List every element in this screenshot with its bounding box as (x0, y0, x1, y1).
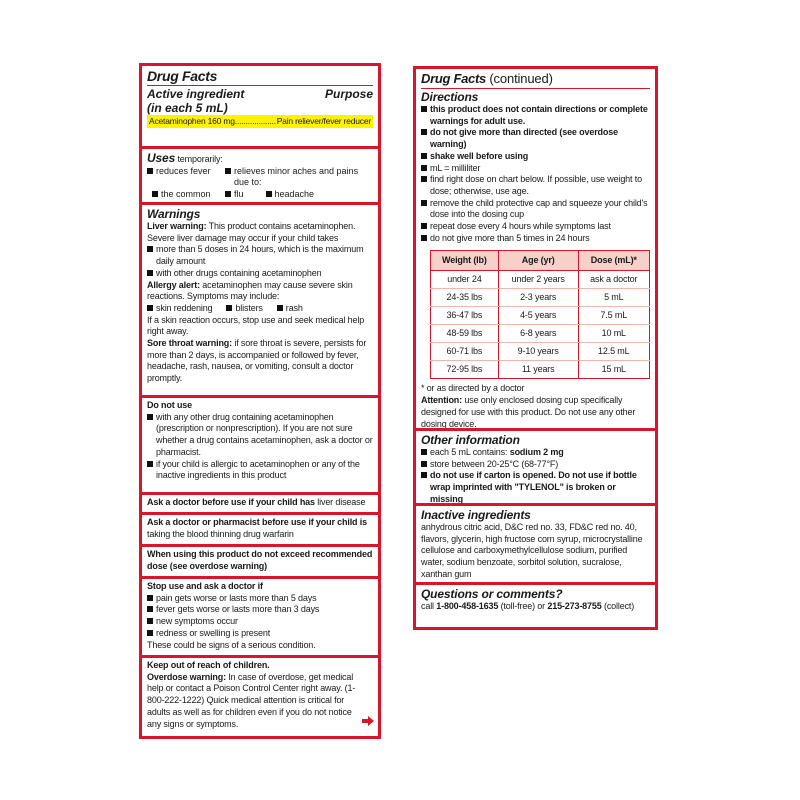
storage-text: store between 20-25°C (68-77°F) (430, 458, 559, 469)
liver-warning-text: This product contains acetaminophen. Severe liver damage may occur if your child takes (147, 221, 356, 243)
attention-text: use only enclosed dosing cup specifically designed for use with this product. Do not use any other dosing device. (421, 395, 636, 429)
bullet-icon (266, 191, 272, 197)
bullet-icon (147, 595, 153, 601)
bullet-icon (225, 168, 231, 174)
allergy-symptom: rash (285, 302, 303, 313)
table-cell: 7.5 mL (578, 307, 649, 325)
bullet-icon (152, 191, 158, 197)
stop-use-item: fever gets worse or lasts more than 3 days (156, 604, 320, 615)
panel-title: Drug Facts (421, 71, 486, 86)
allergy-symptom: blisters (235, 302, 263, 313)
direction-item: this product does not contain directions or complete warnings for adult use. (430, 104, 648, 126)
bullet-icon (147, 414, 153, 420)
liver-warning-heading: Liver warning: (147, 221, 207, 231)
direction-item: repeat dose every 4 hours while symptoms last (430, 221, 611, 232)
bullet-icon (147, 270, 153, 276)
ingredient-name: Acetaminophen 160 mg (149, 116, 235, 126)
table-row (431, 325, 650, 343)
do-not-use-item: if your child is allergic to acetaminophen or any of the inactive ingredients in this product (156, 458, 360, 481)
do-not-use-section (142, 398, 378, 495)
sodium-value: sodium 2 mg (509, 447, 564, 457)
stop-use-item: redness or swelling is present (156, 627, 271, 638)
dosing-table-header (431, 251, 650, 271)
ingredient-dots: ................... (234, 116, 276, 126)
bullet-icon (421, 235, 427, 241)
other-information-title: Other information (421, 433, 520, 447)
uses-section (142, 149, 378, 205)
other-information-section (416, 431, 655, 506)
stop-use-title: Stop use and ask a doctor if (147, 581, 263, 591)
table-cell: ask a doctor (578, 271, 649, 289)
column-header-dose: Dose (mL)* (578, 251, 649, 271)
bullet-icon (421, 165, 427, 171)
table-row (431, 271, 650, 289)
overdose-text: In case of overdose, get medical help or contact a Poison Control Center right away. (1-800-222-1222) Quick medical attention is critical for adults as well as for children even if you do not notice any signs or symptoms. (147, 671, 356, 729)
table-cell: under 24 (431, 271, 499, 289)
table-cell: 6-8 years (498, 325, 578, 343)
inactive-ingredients-text: anhydrous citric acid, D&C red no. 33, FD&C red no. 40, flavors, glycerin, high fructose corn syrup, microcrystalline cellulose and carboxymethylcellulose sodium, purified water, sodium benzoate, sorbitol solution, sucralose, xanthan gum (421, 522, 643, 579)
ask-pharmacist-heading: Ask a doctor or pharmacist before use if your child is (147, 517, 367, 527)
table-cell: 24-35 lbs (431, 289, 499, 307)
table-cell: 36-47 lbs (431, 307, 499, 325)
liver-bullet: more than 5 doses in 24 hours, which is the maximum daily amount (156, 244, 364, 267)
table-cell: 10 mL (578, 325, 649, 343)
bullet-icon (147, 618, 153, 624)
bullet-icon (421, 176, 427, 182)
active-ingredient-section (142, 66, 378, 149)
column-header-age: Age (yr) (498, 251, 578, 271)
bullet-icon (147, 606, 153, 612)
table-row (431, 361, 650, 379)
when-using-text: When using this product do not exceed recommended dose (see overdose warning) (147, 549, 373, 571)
when-using-section (142, 547, 378, 579)
use-item: the common (161, 189, 211, 200)
table-cell: 11 years (498, 361, 578, 379)
bullet-icon (421, 200, 427, 206)
bullet-icon (421, 449, 427, 455)
bullet-icon (421, 129, 427, 135)
direction-item: shake well before using (430, 150, 529, 161)
direction-item: find right dose on chart below. If possible, use weight to dose; otherwise, use age. (430, 174, 642, 196)
bullet-icon (147, 630, 153, 636)
sore-throat-text: if sore throat is severe, persists for more than 2 days, is accompanied or followed by fever, headache, rash, nausea, or vomiting, consult a doctor promptly. (147, 338, 367, 384)
bullet-icon (147, 168, 153, 174)
keep-out-title: Keep out of reach of children. (147, 660, 270, 670)
stop-use-item: pain gets worse or lasts more than 5 days (156, 592, 317, 603)
ask-pharmacist-section (142, 515, 378, 547)
ingredient-purpose: Pain reliever/fever reducer (276, 116, 371, 126)
uses-title: Uses (147, 151, 176, 165)
bullet-icon (147, 305, 153, 311)
drug-facts-panel-left (139, 63, 381, 739)
bullet-icon (147, 246, 153, 252)
bullet-icon (421, 472, 427, 478)
ask-doctor-text: liver disease (317, 497, 366, 507)
continue-arrow-icon (362, 716, 374, 730)
bullet-icon (421, 461, 427, 467)
phone-collect-note: (collect) (603, 601, 635, 611)
liver-bullet: with other drugs containing acetaminophen (156, 267, 322, 278)
active-ingredient-sub: (in each 5 mL) (147, 101, 228, 115)
allergy-alert-heading: Allergy alert: (147, 279, 200, 290)
direction-item: do not give more than directed (see overdose warning) (430, 127, 618, 150)
drug-facts-panel-right (413, 66, 658, 630)
ingredient-row (147, 115, 373, 128)
direction-item: remove the child protective cap and squeeze your child's dose into the dosing cup (430, 197, 648, 220)
table-cell: 9-10 years (498, 343, 578, 361)
table-cell: 2-3 years (498, 289, 578, 307)
tamper-warning: do not use if carton is opened. Do not use if bottle wrap imprinted with "TYLENOL" is broken or missing (430, 470, 637, 504)
inactive-ingredients-section (416, 506, 655, 585)
bullet-icon (225, 191, 231, 197)
column-header-weight: Weight (lb) (431, 251, 499, 271)
purpose-label: Purpose (324, 87, 373, 101)
phone-collect[interactable]: 215-273-8755 (547, 601, 602, 611)
questions-call: call (421, 601, 434, 611)
dosing-table (430, 250, 650, 379)
use-item: relieves minor aches and pains due to: (234, 165, 359, 188)
sodium-label: each 5 mL contains: (430, 447, 508, 457)
directions-title: Directions (421, 90, 479, 104)
overdose-heading: Overdose warning: (147, 671, 226, 682)
uses-temporarily: temporarily: (177, 154, 223, 164)
allergy-symptom: skin reddening (156, 302, 213, 313)
bullet-icon (277, 305, 283, 311)
table-row (431, 343, 650, 361)
phone-toll-free[interactable]: 1-800-458-1635 (436, 601, 499, 611)
table-cell: 12.5 mL (578, 343, 649, 361)
ask-pharmacist-text: taking the blood thinning drug warfarin (147, 528, 294, 539)
table-cell: 60-71 lbs (431, 343, 499, 361)
bullet-icon (421, 223, 427, 229)
table-cell: 48-59 lbs (431, 325, 499, 343)
directions-section (416, 69, 655, 431)
direction-item: mL = milliliter (430, 162, 481, 173)
uses-grid (147, 166, 373, 205)
panel-title: Drug Facts (147, 68, 218, 84)
bullet-icon (226, 305, 232, 311)
do-not-use-title: Do not use (147, 400, 192, 410)
table-cell: 15 mL (578, 361, 649, 379)
stop-use-after-text: These could be signs of a serious condition. (147, 639, 316, 650)
phone-toll-free-note: (toll-free) or (500, 601, 545, 611)
allergy-alert-text: acetaminophen may cause severe skin reactions. Symptoms may include: (147, 279, 353, 302)
use-item: headache (274, 189, 315, 200)
table-row (431, 307, 650, 325)
table-cell: under 2 years (498, 271, 578, 289)
bullet-icon (147, 461, 153, 467)
table-cell: 5 mL (578, 289, 649, 307)
attention-heading: Attention: (421, 395, 462, 406)
bullet-icon (421, 106, 427, 112)
keep-out-section (142, 658, 378, 733)
warnings-title: Warnings (147, 207, 201, 221)
bullet-icon (421, 153, 427, 159)
table-row (431, 289, 650, 307)
warnings-section (142, 205, 378, 398)
table-cell: 4-5 years (498, 307, 578, 325)
stop-use-section (142, 579, 378, 658)
panel-title-continued: (continued) (489, 71, 553, 86)
ask-doctor-heading: Ask a doctor before use if your child has (147, 497, 315, 507)
table-cell: 72-95 lbs (431, 361, 499, 379)
sore-throat-heading: Sore throat warning: (147, 338, 233, 349)
table-footnote: * or as directed by a doctor (421, 383, 525, 394)
allergy-after-text: If a skin reaction occurs, stop use and seek medical help right away. (147, 314, 365, 337)
direction-item: do not give more than 5 times in 24 hours (430, 232, 590, 243)
ask-doctor-section (142, 495, 378, 515)
use-item: reduces fever (156, 165, 211, 176)
questions-section (416, 585, 655, 616)
use-item: flu (234, 189, 244, 200)
inactive-ingredients-title: Inactive ingredients (421, 508, 531, 522)
stop-use-item: new symptoms occur (156, 616, 238, 627)
questions-title: Questions or comments? (421, 587, 563, 601)
do-not-use-item: with any other drug containing acetaminophen (prescription or nonprescription). If you are not sure whether a drug contains acetaminophen, ask a doctor or pharmacist. (156, 411, 373, 457)
active-ingredient-label: Active ingredient (147, 87, 245, 101)
